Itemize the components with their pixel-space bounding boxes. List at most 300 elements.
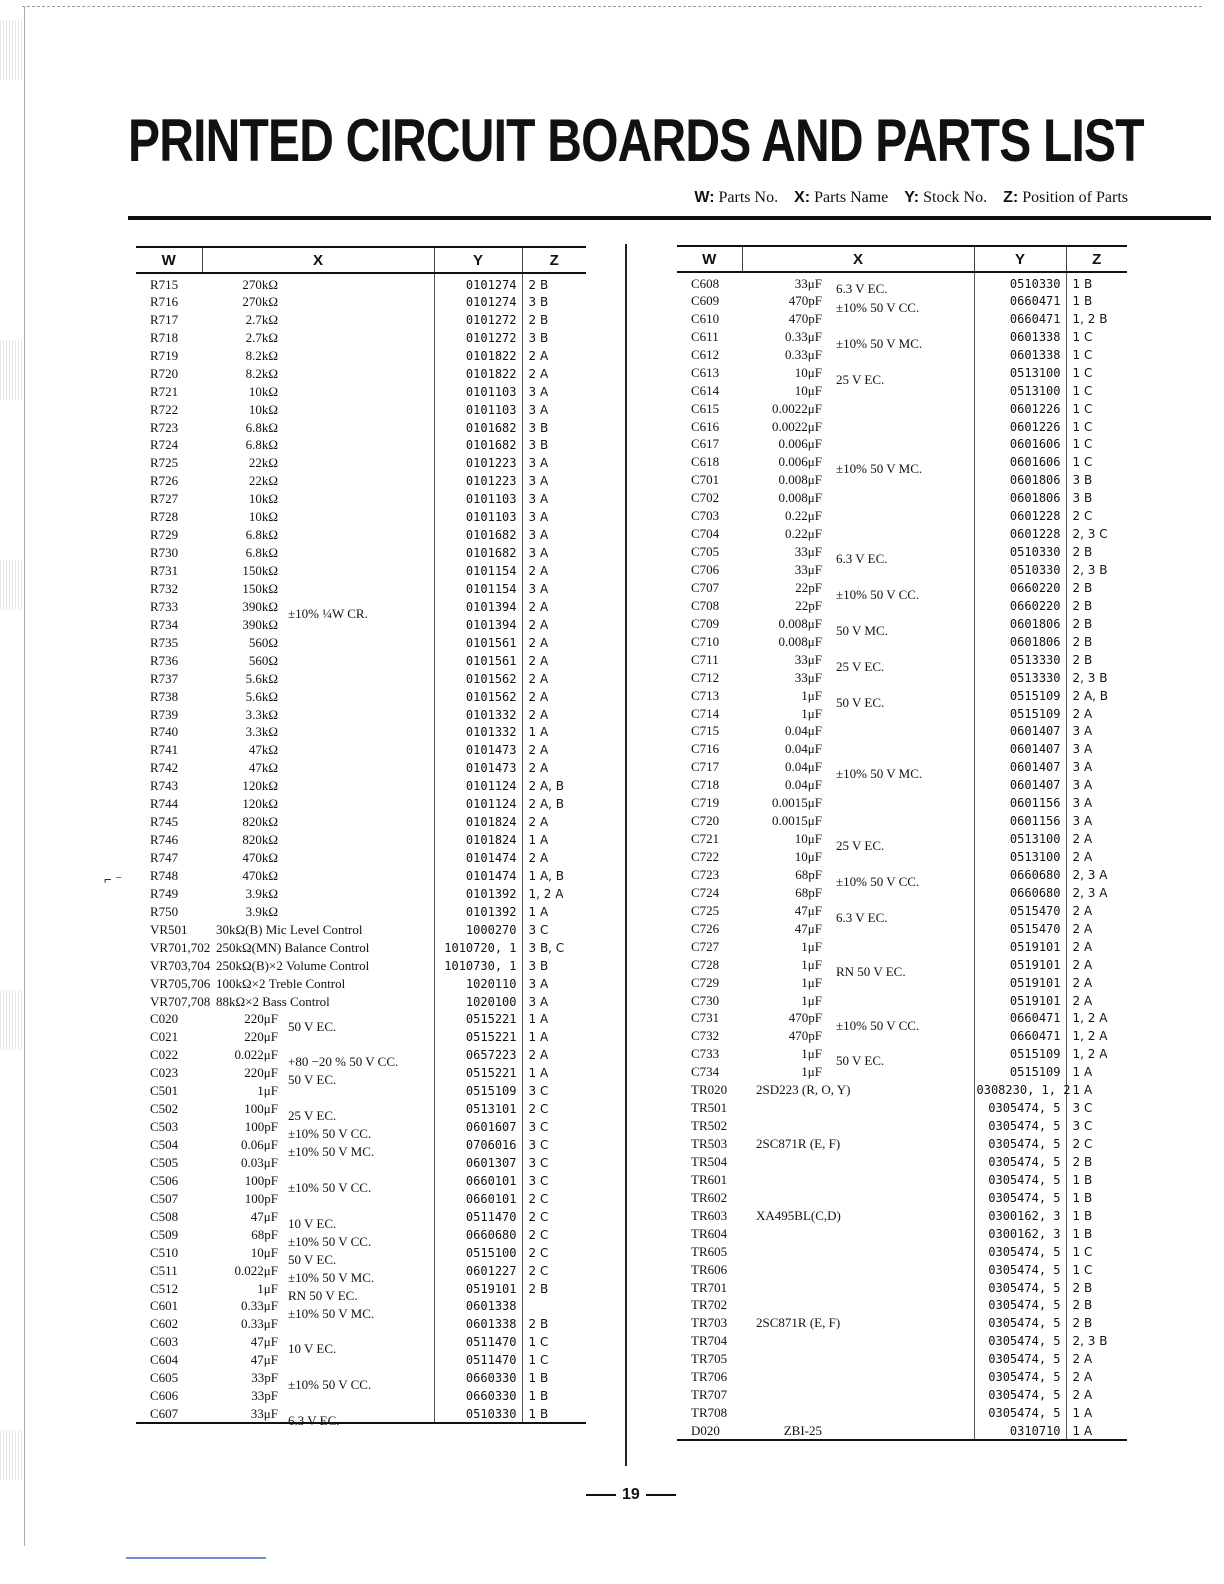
part-position: 2 A	[522, 706, 586, 724]
part-number: C509	[150, 1226, 179, 1242]
part-name	[742, 1261, 974, 1279]
part-name	[742, 543, 974, 567]
part-position: 2, 3 C	[1066, 525, 1127, 543]
part-number: C608	[691, 276, 720, 291]
part-name	[742, 1243, 974, 1261]
table-row	[136, 1208, 586, 1226]
part-number: R728	[150, 509, 179, 525]
part-position: 2 A	[522, 1046, 586, 1064]
part-name-text: 100pF	[244, 1172, 278, 1188]
part-name	[742, 1368, 974, 1386]
stock-number: 0515221	[434, 1064, 522, 1082]
part-spec: ±10% 50 V CC.	[288, 1126, 372, 1142]
table-row	[136, 1226, 586, 1244]
part-name-text: 470pF	[788, 1028, 822, 1044]
part-spec: ±10% 50 V CC.	[836, 1017, 920, 1033]
part-name-text: 10μF	[794, 382, 822, 398]
stock-number: 0101473	[434, 759, 522, 777]
part-name	[202, 401, 434, 419]
part-spec: +80 −20 % 50 V CC.	[288, 1054, 399, 1070]
part-name	[202, 329, 434, 347]
stock-number: 0601806	[974, 633, 1066, 651]
table-row	[136, 383, 586, 401]
part-position: 3 A	[522, 454, 586, 472]
table-row	[677, 1386, 1127, 1404]
stock-number: 0660101	[434, 1172, 522, 1190]
part-name-text: 6.8kΩ	[245, 419, 278, 435]
part-name	[202, 365, 434, 383]
part-spec: 6.3 V EC.	[288, 1413, 340, 1429]
part-position: 3 A	[522, 993, 586, 1011]
part-name	[202, 670, 434, 688]
part-number: C724	[691, 884, 720, 900]
part-name	[202, 1226, 434, 1249]
part-position: 1 A	[1066, 1081, 1127, 1099]
stock-number: 0513100	[974, 382, 1066, 400]
part-name	[742, 1153, 974, 1171]
table-row	[136, 849, 586, 867]
stock-number: 0305474, 5	[974, 1368, 1066, 1386]
part-name-text: 10kΩ	[248, 383, 278, 399]
part-name	[202, 634, 434, 652]
part-name-text: 0.33μF	[241, 1316, 278, 1332]
part-name	[742, 920, 974, 938]
part-name	[742, 1063, 974, 1081]
part-number: R735	[150, 634, 179, 650]
stock-number: 0515109	[974, 1063, 1066, 1081]
part-name	[742, 1386, 974, 1404]
table-row	[677, 669, 1127, 687]
part-number: C611	[691, 328, 719, 344]
part-name	[742, 776, 974, 794]
part-position: 2 C	[522, 1262, 586, 1280]
part-position: 1 B	[1066, 1207, 1127, 1225]
part-number: R725	[150, 455, 179, 471]
part-name-text: 0.33μF	[785, 328, 822, 344]
part-name-text: 33μF	[794, 544, 822, 560]
stock-number: 0101682	[434, 437, 522, 455]
col-header-x: X	[742, 246, 974, 272]
stock-number: 0515470	[974, 902, 1066, 920]
part-number: R746	[150, 832, 179, 848]
part-number: C706	[691, 562, 720, 578]
part-number: C709	[691, 615, 720, 631]
part-name	[742, 884, 974, 902]
part-name	[202, 454, 434, 472]
part-position: 1, 2 A	[522, 885, 586, 903]
part-position: 2 A	[1066, 992, 1127, 1010]
col-header-y: Y	[434, 247, 522, 273]
part-number: C720	[691, 813, 720, 829]
part-name	[202, 1405, 434, 1429]
stock-number: 0101392	[434, 885, 522, 903]
part-name	[742, 1279, 974, 1297]
part-name	[742, 794, 974, 812]
stock-number: 0101332	[434, 724, 522, 742]
part-name-text: 0.008μF	[778, 633, 822, 649]
stock-number: 0305474, 5	[974, 1243, 1066, 1261]
part-number: VR703,704	[150, 957, 211, 973]
part-number: D020	[677, 1422, 742, 1440]
part-name	[742, 400, 974, 418]
part-name	[742, 364, 974, 387]
part-number: TR504	[691, 1153, 728, 1169]
part-name-text: 68pF	[251, 1226, 278, 1242]
stock-number: 0101223	[434, 454, 522, 472]
table-row	[136, 472, 586, 490]
part-position: 1 B	[522, 1387, 586, 1405]
stock-number: 0101103	[434, 490, 522, 508]
part-position: 3 A	[1066, 794, 1127, 812]
stock-number: 0308230, 1, 2	[974, 1081, 1066, 1099]
scan-speckle	[0, 20, 22, 80]
table-row	[677, 1099, 1127, 1117]
part-number: TR020	[691, 1082, 728, 1098]
part-position: 2 B	[1066, 651, 1127, 669]
table-row	[136, 1298, 586, 1316]
part-name	[742, 830, 974, 854]
part-name-text: 270kΩ	[242, 277, 278, 292]
part-name	[742, 453, 974, 477]
part-number: C712	[691, 669, 720, 685]
stock-number: 0601338	[974, 346, 1066, 364]
part-number: C617	[691, 436, 720, 452]
part-number: R723	[150, 419, 179, 435]
part-position: 1 A	[1066, 1404, 1127, 1422]
table-row	[136, 957, 586, 975]
part-name	[742, 1207, 974, 1225]
part-name	[742, 471, 974, 489]
part-position: 1 B	[1066, 1189, 1127, 1207]
table-row	[677, 794, 1127, 812]
part-name	[202, 1118, 434, 1142]
table-row	[136, 903, 586, 921]
legend-y: Y: Stock No.	[904, 189, 988, 206]
part-number: R715	[150, 277, 179, 292]
part-number: C705	[691, 544, 720, 560]
part-position: 1 A, B	[522, 867, 586, 885]
part-name	[742, 1081, 974, 1099]
table-row	[677, 1225, 1127, 1243]
stock-number: 0101394	[434, 616, 522, 634]
table-row	[136, 1262, 586, 1280]
part-name-text: 470kΩ	[242, 850, 278, 866]
table-row	[136, 993, 586, 1011]
stock-number: 0101394	[434, 598, 522, 616]
part-position: 2 B	[1066, 1153, 1127, 1171]
part-name-text: 820kΩ	[242, 814, 278, 830]
part-name-text: 3.3kΩ	[245, 706, 278, 722]
table-row	[677, 1189, 1127, 1207]
part-position: 3 B	[522, 293, 586, 311]
stock-number: 0511470	[434, 1351, 522, 1369]
part-number: C730	[691, 992, 720, 1008]
part-number: R741	[150, 742, 179, 758]
part-name-text: 470kΩ	[242, 867, 278, 883]
part-name-text: 47μF	[250, 1334, 278, 1350]
part-number: C711	[691, 651, 719, 667]
part-name	[202, 1190, 434, 1208]
part-number: C506	[150, 1172, 179, 1188]
part-position: 2 A	[522, 347, 586, 365]
part-position: 1 A	[522, 1011, 586, 1029]
table-row	[677, 453, 1127, 471]
part-number: R719	[150, 347, 179, 363]
part-number: R724	[150, 437, 179, 453]
part-name	[202, 1333, 434, 1357]
part-name	[742, 561, 974, 579]
part-spec: ±10% 50 V MC.	[288, 1269, 375, 1285]
part-name-text: 1μF	[801, 705, 822, 721]
part-name-text: 30kΩ(B) Mic Level Control	[216, 921, 363, 937]
part-position: 2 A	[1066, 902, 1127, 920]
part-position: 1 C	[1066, 1261, 1127, 1279]
part-name	[202, 472, 434, 490]
part-name	[742, 489, 974, 507]
table-row	[677, 1117, 1127, 1135]
stock-number: 0660471	[974, 292, 1066, 310]
part-name-text: 470pF	[788, 292, 822, 308]
part-name-text: 0.04μF	[785, 723, 822, 739]
part-position: 1, 2 A	[1066, 1010, 1127, 1028]
part-name-text: 0.03μF	[241, 1154, 278, 1170]
column-legend	[682, 189, 1128, 207]
part-name-text: 47μF	[794, 920, 822, 936]
part-name-text: 10μF	[794, 849, 822, 865]
part-position: 3 A	[522, 401, 586, 419]
table-row	[136, 724, 586, 742]
stock-number: 0515109	[974, 1045, 1066, 1063]
part-name	[742, 1350, 974, 1368]
table-row	[136, 419, 586, 437]
table-row	[677, 902, 1127, 920]
part-position: 2 A	[1066, 956, 1127, 974]
stock-number: 0305474, 5	[974, 1279, 1066, 1297]
stock-number: 0601338	[434, 1298, 522, 1316]
table-row	[136, 1190, 586, 1208]
col-header-x: X	[202, 247, 434, 273]
part-number: C717	[691, 759, 720, 775]
part-name-text: 10μF	[794, 364, 822, 380]
part-position: 2 B	[1066, 597, 1127, 615]
stock-number: 0305474, 5	[974, 1350, 1066, 1368]
part-position: 2 A	[1066, 705, 1127, 723]
part-number: C607	[136, 1405, 202, 1423]
part-name-text: 100pF	[244, 1190, 278, 1206]
part-position: 3 A	[1066, 776, 1127, 794]
table-row	[677, 866, 1127, 884]
part-spec: ±10% 50 V MC.	[288, 1305, 375, 1321]
part-name-text: 470pF	[788, 1010, 822, 1026]
col-header-y: Y	[974, 246, 1066, 272]
part-name	[742, 1117, 974, 1135]
stock-number: 0515100	[434, 1244, 522, 1262]
table-row	[677, 1261, 1127, 1279]
stock-number: 0101103	[434, 508, 522, 526]
stock-number: 0601227	[434, 1262, 522, 1280]
part-name-text: 250kΩ(MN) Balance Control	[216, 939, 370, 955]
stock-number: 0305474, 5	[974, 1261, 1066, 1279]
part-name	[742, 1027, 974, 1045]
part-position: 2 A	[522, 849, 586, 867]
table-row	[677, 1207, 1127, 1225]
stock-number: 0513101	[434, 1100, 522, 1118]
stock-number: 0101124	[434, 777, 522, 795]
part-number: C732	[691, 1028, 720, 1044]
table-row	[136, 544, 586, 562]
stock-number: 0660330	[434, 1369, 522, 1387]
part-position: 1 C	[1066, 382, 1127, 400]
part-name-text: 0.0015μF	[772, 813, 822, 829]
stock-number: 0305474, 5	[974, 1153, 1066, 1171]
part-position: 1 B	[1066, 1225, 1127, 1243]
part-name-text: 22kΩ	[248, 455, 278, 471]
part-position: 2, 3 A	[1066, 884, 1127, 902]
part-name-text: 120kΩ	[242, 796, 278, 812]
part-number: C708	[691, 597, 720, 613]
part-position: 3 C	[522, 1154, 586, 1172]
legend-w: W: Parts No.	[694, 189, 779, 206]
table-row	[136, 634, 586, 652]
part-number: C503	[150, 1119, 179, 1135]
part-name	[742, 597, 974, 615]
table-row	[677, 1010, 1127, 1028]
part-name-text: 250kΩ(B)×2 Volume Control	[216, 957, 370, 973]
part-number: TR503	[691, 1136, 728, 1152]
table-row	[677, 1243, 1127, 1261]
part-position: 1 B	[1066, 1171, 1127, 1189]
part-name-text: 120kΩ	[242, 778, 278, 794]
scan-speckle	[0, 340, 22, 400]
part-name-text: 8.2kΩ	[245, 347, 278, 363]
part-position: 3 A	[1066, 723, 1127, 741]
part-name	[202, 1064, 434, 1088]
part-name-text: 0.0015μF	[772, 795, 822, 811]
legend-z: Z: Position of Parts	[1003, 189, 1128, 206]
part-name	[202, 921, 434, 939]
table-row	[136, 777, 586, 795]
part-position: 2 B	[522, 1315, 586, 1333]
part-number: C704	[691, 526, 720, 542]
table-row	[136, 759, 586, 777]
part-name	[742, 1225, 974, 1243]
part-number: R747	[150, 850, 179, 866]
table-row	[136, 1351, 586, 1369]
part-name-text: 100pF	[244, 1119, 278, 1135]
part-position: 1 C	[1066, 346, 1127, 364]
part-name	[202, 383, 434, 401]
part-number: C716	[691, 741, 720, 757]
part-name-text: 820kΩ	[242, 832, 278, 848]
part-spec: 50 V MC.	[836, 622, 888, 638]
part-name	[202, 1028, 434, 1046]
part-position: 2 B	[1066, 543, 1127, 561]
part-name-text: 0.0022μF	[772, 418, 822, 434]
part-number: C731	[691, 1010, 720, 1026]
stock-number: 0101223	[434, 472, 522, 490]
stock-number: 0101562	[434, 688, 522, 706]
table-row	[136, 273, 586, 293]
part-number: TR704	[691, 1333, 728, 1349]
part-number: C722	[691, 849, 720, 865]
table-row	[677, 543, 1127, 561]
stock-number: 0601228	[974, 525, 1066, 543]
table-row	[677, 687, 1127, 705]
stock-number: 0101274	[434, 273, 522, 293]
part-number: TR604	[691, 1225, 728, 1241]
stock-number: 0601607	[434, 1118, 522, 1136]
stock-number: 0305474, 5	[974, 1404, 1066, 1422]
part-position: 2 B	[522, 273, 586, 293]
part-spec: 25 V EC.	[836, 658, 885, 674]
part-name	[742, 1404, 974, 1422]
table-row	[677, 705, 1127, 723]
part-number: C512	[150, 1280, 179, 1296]
part-name	[742, 705, 974, 723]
legend-x: X: Parts Name	[794, 189, 889, 206]
stock-number: 1020100	[434, 993, 522, 1011]
part-position: 3 B	[522, 329, 586, 347]
part-name	[742, 1332, 974, 1350]
part-name-text: 1μF	[257, 1083, 278, 1099]
part-position: 1 C	[1066, 418, 1127, 436]
part-name	[202, 508, 434, 526]
part-name-text: 1μF	[801, 956, 822, 972]
table-row	[677, 400, 1127, 418]
table-row	[677, 812, 1127, 830]
part-name-text: 10μF	[794, 831, 822, 847]
part-name	[202, 741, 434, 759]
part-name	[742, 1189, 974, 1207]
table-row	[136, 490, 586, 508]
stock-number: 0101824	[434, 831, 522, 849]
part-name	[742, 902, 974, 925]
part-number: VR707,708	[150, 993, 211, 1009]
stock-number: 0101682	[434, 544, 522, 562]
part-name-text: 220μF	[244, 1065, 278, 1081]
part-name	[742, 651, 974, 674]
table-row	[136, 1405, 586, 1423]
stock-number: 0513330	[974, 651, 1066, 669]
stock-number: 0101103	[434, 401, 522, 419]
table-row	[136, 1100, 586, 1118]
col-header-w: W	[136, 247, 202, 273]
part-name	[742, 1171, 974, 1189]
table-row	[677, 776, 1127, 794]
part-name	[742, 272, 974, 296]
stock-number: 0660471	[974, 310, 1066, 328]
part-name-text: 33μF	[250, 1405, 278, 1421]
stock-number: 0660220	[974, 597, 1066, 615]
part-spec: 6.3 V EC.	[836, 909, 888, 925]
stock-number: 0519101	[974, 992, 1066, 1010]
part-name-text: 0.33μF	[785, 346, 822, 362]
stock-number: 0601407	[974, 723, 1066, 741]
part-number: R748	[150, 867, 179, 883]
part-name	[742, 615, 974, 638]
part-number: C615	[691, 400, 720, 416]
table-row	[677, 615, 1127, 633]
part-name	[202, 1280, 434, 1303]
part-number: C703	[691, 508, 720, 524]
stock-number: 0660680	[974, 866, 1066, 884]
part-position: 1, 2 B	[1066, 310, 1127, 328]
part-name	[742, 1045, 974, 1069]
stock-number: 0101332	[434, 706, 522, 724]
part-position: 2 B	[1066, 1297, 1127, 1315]
part-name	[742, 687, 974, 710]
stock-number: 0101272	[434, 329, 522, 347]
